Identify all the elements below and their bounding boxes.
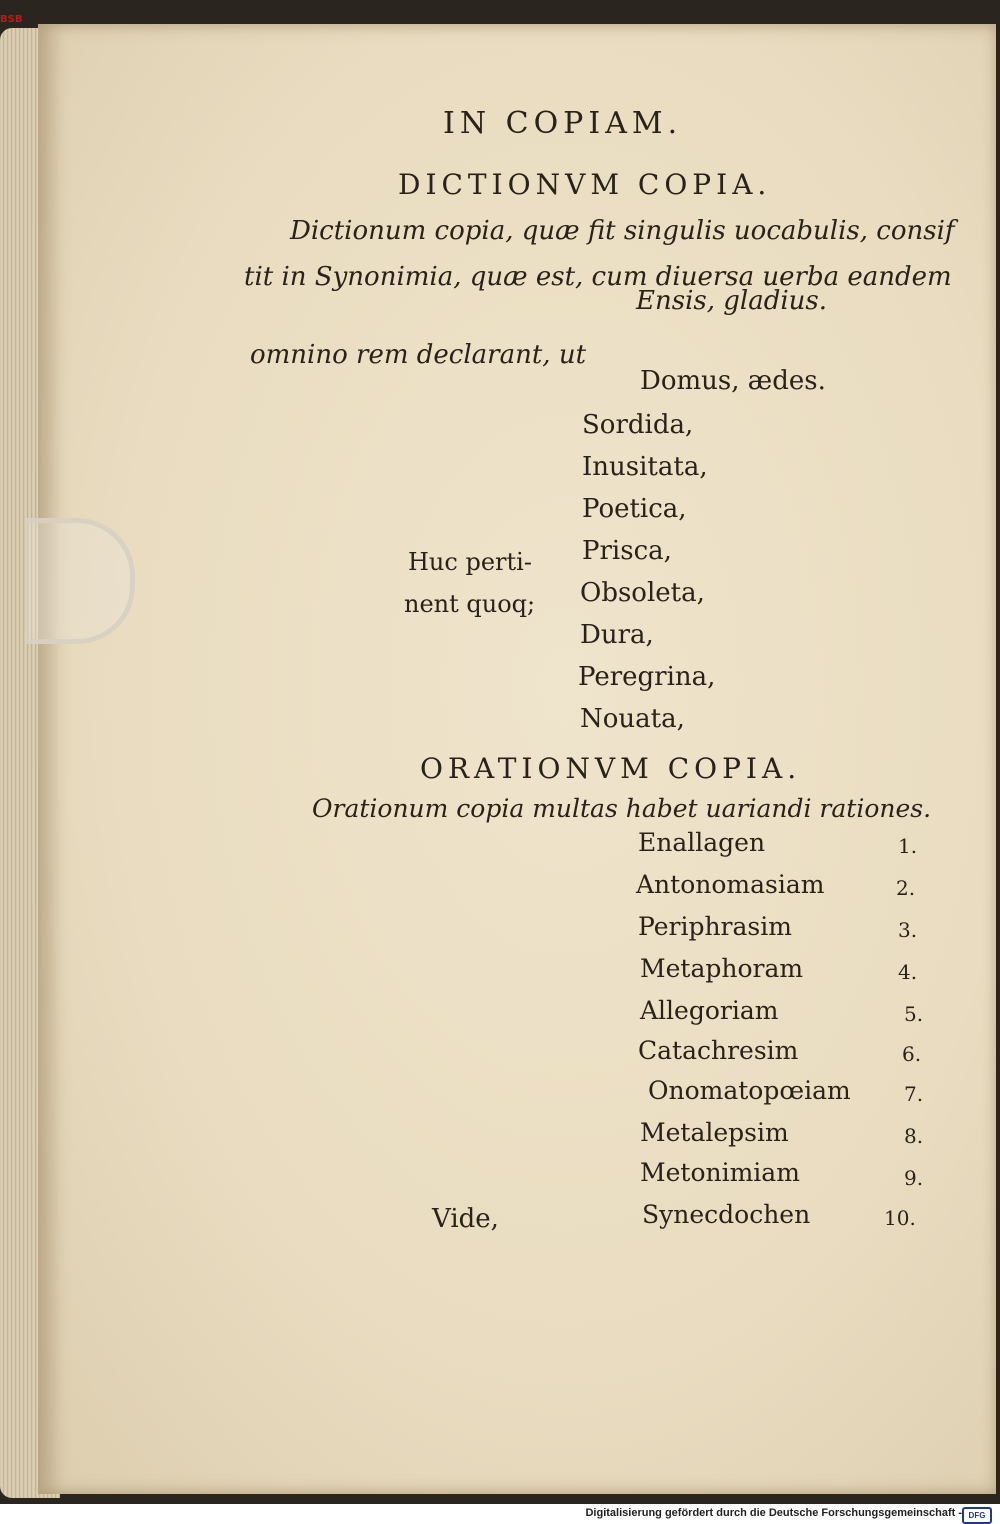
orationum-intro: Orationum copia multas habet uariandi rationes. [312,794,932,823]
bracket-label-line-2: nent quoq; [404,590,536,618]
figure-name: Allegoriam [640,996,779,1025]
figure-name: Onomatopœiam [648,1076,851,1105]
orationum-heading: ORATIONVM COPIA. [420,752,802,785]
figure-number: 6. [902,1042,922,1066]
paper-clip [26,518,135,644]
dictionum-line-3: omnino rem declarant, ut [250,340,587,370]
category-item: Nouata, [580,704,685,734]
figure-name: Catachresim [638,1036,799,1065]
funding-notice: Digitalisierung gefördert durch die Deutsche Forschungsgemeinschaft - [585,1507,962,1519]
figure-name: Antonomasiam [636,870,825,899]
category-item: Obsoleta, [580,578,705,608]
footer-bar [0,1504,1000,1524]
figure-name: Metalepsim [640,1118,789,1147]
figure-number: 3. [898,918,918,942]
figure-name: Metonimiam [640,1158,800,1187]
figure-number: 10. [884,1206,916,1230]
figure-number: 2. [896,876,916,900]
figure-number: 8. [904,1124,924,1148]
category-item: Poetica, [582,494,687,524]
figure-name: Metaphoram [640,954,804,983]
figure-number: 1. [898,834,918,858]
figure-name: Periphrasim [638,912,792,941]
example-ensis: Ensis, gladius. [636,286,828,316]
category-item: Dura, [580,620,654,650]
figure-name: Synecdochen [642,1200,811,1229]
library-mark: BSB [0,14,23,25]
figure-number: 4. [898,960,918,984]
figure-name: Enallagen [638,828,766,857]
dictionum-line-1: Dictionum copia, quæ fit singulis uocabulis, consif [290,216,955,246]
running-head: IN COPIAM. [443,106,683,141]
figure-number: 7. [904,1082,924,1106]
example-domus: Domus, ædes. [640,366,826,396]
dictionum-line-2: tit in Synonimia, quæ est, cum diuersa uerba eandem [244,262,952,292]
vide-label: Vide, [432,1204,499,1234]
figure-number: 9. [904,1166,924,1190]
category-item: Prisca, [582,536,672,566]
category-item: Inusitata, [582,452,708,482]
category-item: Sordida, [582,410,694,440]
figure-number: 5. [904,1002,924,1026]
dictionum-heading: DICTIONVM COPIA. [398,168,772,201]
category-item: Peregrina, [578,662,716,692]
dfg-logo: DFG [962,1507,992,1524]
bracket-label-line-1: Huc perti- [408,548,532,576]
